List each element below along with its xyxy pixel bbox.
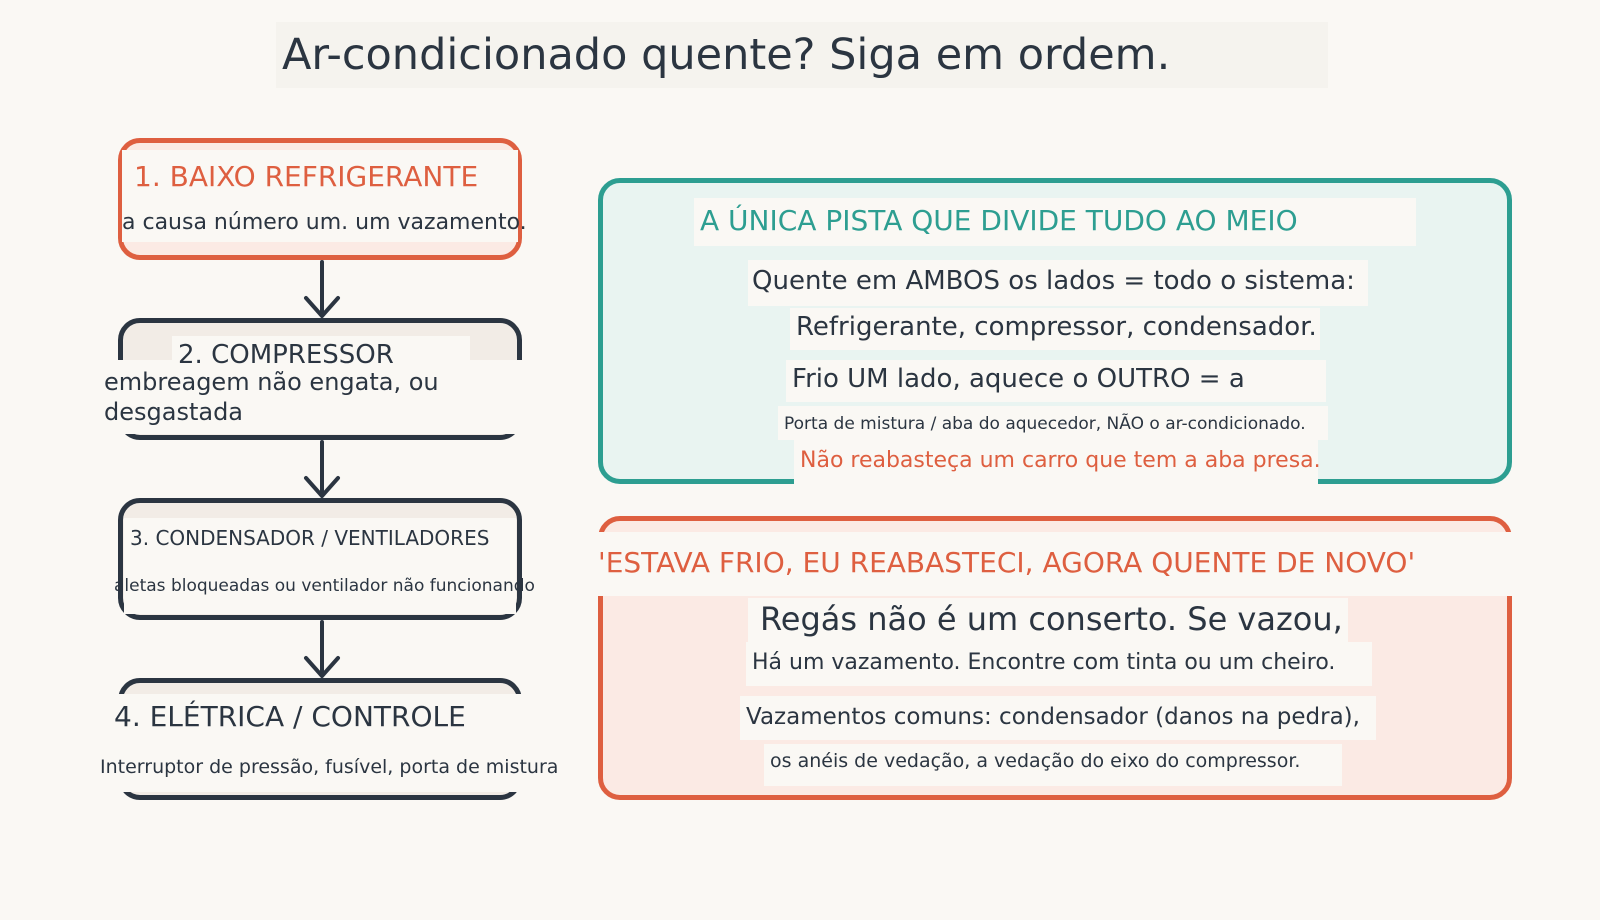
clue-line-2: Refrigerante, compressor, condensador.	[796, 312, 1317, 342]
arrow-down-icon	[300, 260, 344, 320]
recharge-card-heading: 'ESTAVA FRIO, EU REABASTECI, AGORA QUENTE DE NOVO'	[598, 546, 1416, 579]
arrow-down-icon	[300, 620, 344, 680]
recharge-line-4: os anéis de vedação, a vedação do eixo do compressor.	[770, 750, 1301, 772]
clue-line-4: Porta de mistura / aba do aquecedor, NÃO o ar-condicionado.	[784, 414, 1306, 434]
step-2-detail-line-1: embreagem não engata, ou	[104, 368, 439, 396]
step-1-heading: 1. BAIXO REFRIGERANTE	[134, 160, 479, 193]
step-4-detail: Interruptor de pressão, fusível, porta de mistura	[100, 756, 559, 778]
clue-warning: Não reabasteça um carro que tem a aba presa.	[800, 448, 1321, 473]
page-title: Ar-condicionado quente? Siga em ordem.	[276, 22, 1328, 88]
clue-line-1: Quente em AMBOS os lados = todo o sistema:	[752, 266, 1355, 296]
clue-card-heading: A ÚNICA PISTA QUE DIVIDE TUDO AO MEIO	[700, 204, 1298, 237]
step-2-heading: 2. COMPRESSOR	[178, 340, 394, 370]
step-3-detail: aletas bloqueadas ou ventilador não funcionando	[114, 576, 535, 596]
step-3-heading: 3. CONDENSADOR / VENTILADORES	[130, 526, 490, 550]
step-1-detail: a causa número um. um vazamento.	[122, 210, 527, 235]
recharge-line-1: Regás não é um conserto. Se vazou,	[760, 600, 1343, 638]
clue-line-3: Frio UM lado, aquece o OUTRO = a	[792, 364, 1245, 394]
recharge-line-3: Vazamentos comuns: condensador (danos na pedra),	[746, 704, 1360, 730]
step-2-detail-line-2: desgastada	[104, 398, 244, 426]
recharge-line-2: Há um vazamento. Encontre com tinta ou um cheiro.	[752, 650, 1336, 675]
arrow-down-icon	[300, 440, 344, 500]
step-4-heading: 4. ELÉTRICA / CONTROLE	[114, 700, 466, 733]
